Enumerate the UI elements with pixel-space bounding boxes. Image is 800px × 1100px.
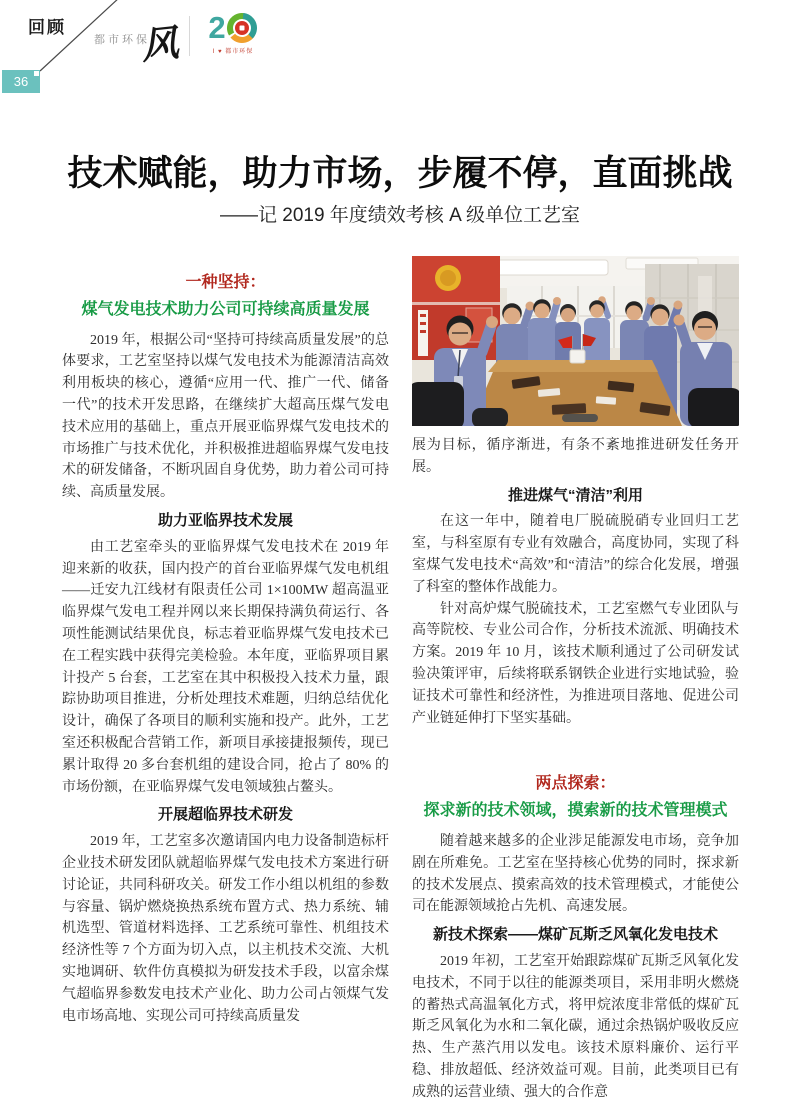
section-label: 回顾 [28, 18, 66, 37]
badge-notch [34, 71, 39, 76]
anniversary-tagline: I ♥ 都市环保 [212, 49, 254, 55]
paragraph: 2019 年，根据公司“坚持可持续高质量发展”的总体要求，工艺室坚持以煤气发电技术为能源清洁高效利用板块的核心，遵循“应用一代、推广一代、储备一代”的技术开发思路，在继续扩大超高压煤气发电技术应用的基础上，重点开展亚临界煤气发电技术的市场推广与技术优化，并积极推进超临界煤气发电技术的研发储备，不断巩固自身优势，助力着公司可持续、高质量发展。 [62, 332, 389, 501]
brand-name: 都市环保 [94, 34, 150, 46]
paragraph: 在这一年中，随着电厂脱硫脱硝专业回归工艺室，与科室原有专业有效融合，高度协同，实现了科室煤气发电技术“高效”和“清洁”的综合化发展，增强了科室的整体作战能力。 [412, 514, 739, 595]
subsection-title: 助力亚临界技术发展 [157, 511, 293, 529]
logo-divider [189, 16, 190, 56]
subsection-title: 新技术探索——煤矿瓦斯乏风氧化发电技术 [432, 926, 718, 944]
paragraph: 2019 年初，工艺室开始跟踪煤矿瓦斯乏风氧化发电技术，不同于以往的能源类项目，采用非明火燃烧的蓄热式高温氧化方式，将甲烷浓度非常低的煤矿瓦斯乏风氧化为水和二氧化碳，通过余热锅炉吸收反应热、生产蒸汽用以发电。该技术原料廉价、运行平稳、排放超低、经济效益可观。目前，此类项目已有成熟的运营业绩、强大的合作意 [412, 953, 739, 1100]
page-number: 36 [13, 74, 29, 89]
calligraphy-feng-logo: 风 [139, 23, 181, 68]
right-column [412, 256, 739, 1100]
team-pledge-photo-illustration [412, 256, 739, 426]
paragraph: 2019 年，工艺室多次邀请国内电力设备制造标杆企业技术研发团队就超临界煤气发电技术方案进行研讨论证，共同科研攻关。研发工作小组以机组的参数与容量、锅炉燃烧换热系统布置方式、热力系统、辅机选型、管道材料选择、工艺系统可靠性、机组技术经济性等 7 个方面为切入点，以主机技术交流、大机实地调研、软件仿真模拟为研发技术手段，以富余煤气超临界参数发电技术产业化、助力公司占领煤气发电市场高地、实现公司可持续高质量发 [62, 834, 389, 1024]
article-title: 技术赋能，助力市场，步履不停，直面挑战 [67, 154, 733, 193]
subsection-title: 推进煤气“清洁”利用 [507, 486, 643, 504]
paragraph: 针对高炉煤气脱硫技术，工艺室燃气专业团队与高等院校、专业公司合作，分析技术流派、明确技术方案。2019 年 10 月，该技术顺利通过了公司研发试验决策评审，后续将联系钢铁企业进行实地试验，验证技术可靠性和经济性，为推进项目落地、促进公司产业链延伸打下坚实基础。 [412, 601, 739, 726]
subsection-title: 开展超临界技术研发 [157, 806, 293, 824]
section-headline: 煤气发电技术助力公司可持续高质量发展 [81, 300, 370, 318]
left-column [62, 272, 389, 1027]
article-photo [412, 256, 739, 426]
anniversary-20-logo [203, 12, 263, 55]
section-kicker: 一种坚持： [185, 274, 266, 291]
article-subtitle: ——记 2019 年度绩效考核 A 级单位工艺室 [219, 205, 580, 226]
paragraph: 随着越来越多的企业涉足能源发电市场，竞争加剧在所难免。工艺室在坚持核心优势的同时，探求新的技术发展点、摸索高效的技术管理模式，才能使公司在能源领域抢占先机、高速发展。 [412, 833, 739, 915]
anniversary-digit: 2 [208, 10, 226, 45]
page-number-badge [2, 70, 40, 93]
paragraph: 由工艺室牵头的亚临界煤气发电技术在 2019 年迎来新的收获，国内投产的首台亚临界煤气发电机组——迁安九江线材有限责任公司 1×100MW 超高温亚临界煤气发电工程并网以来长期保持满负荷运行、各项性能测试结果优良，标志着亚临界煤气发电技术已在工程实践中获得完美检验。本年度，亚临界项目累计投产 5 台套，工艺室在其中积极投入技术力量，跟踪协助项目推进，分析处理技术难题，归纳总结优化设计，确保了各项目的顺利实施和投产。此外，工艺室还积极配合营销工作，新项目承接捷报频传，现已累计取得 20 多台套机组的建设合同，抢占了 80% 的市场份额，在亚临界煤气发电领域独占鳌头。 [62, 539, 389, 795]
anniversary-zero-icon [226, 12, 258, 44]
paragraph: 展为目标，循序渐进，有条不紊地推进研发任务开展。 [412, 438, 739, 475]
section-headline: 探求新的技术领域，摸索新的技术管理模式 [423, 802, 728, 820]
section-kicker: 两点探索： [535, 775, 616, 793]
